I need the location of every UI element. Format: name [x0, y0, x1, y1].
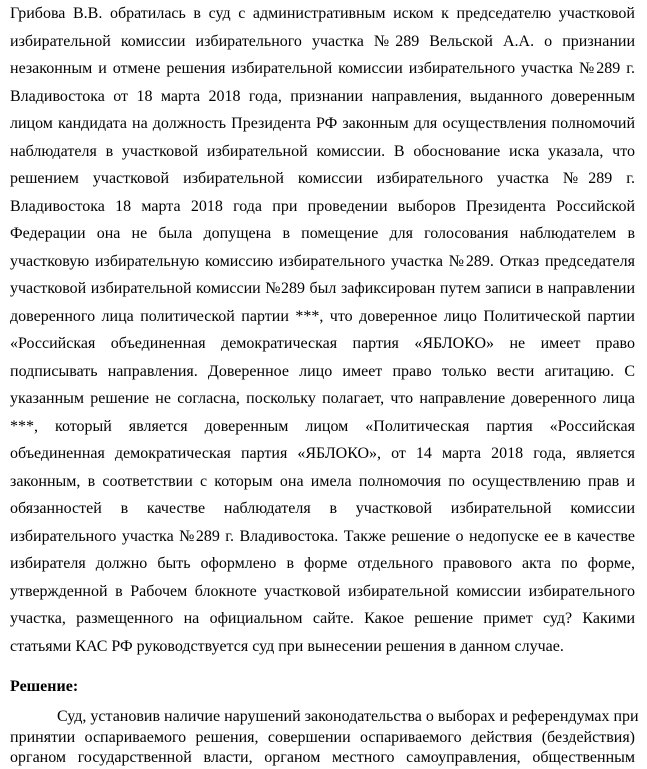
task-text-line: «Российская объединенная демократическая партия «ЯБЛОКО» не имеет право	[10, 335, 635, 352]
task-text-line: Владивостока от 18 марта 2018 года, признании направления, выданного доверенным	[10, 87, 635, 105]
task-text-line: избирательного участка №289 г. Владивостока. Также решение о недопуске ее в качестве	[10, 527, 635, 545]
task-text-line: Владивостока 18 марта 2018 года при проведении выборов Президента Российской	[10, 197, 635, 215]
task-text-line: указанным решение не согласна, поскольку полагает, что направление доверенного лица	[10, 390, 635, 407]
task-text-line: утвержденной в Рабочем блокноте участковой избирательной комиссии избирательного	[10, 582, 635, 600]
task-text-line: избирательной комиссии избирательного участка №289 Вельской А.А. о признании	[10, 32, 635, 50]
solution-text-line: органом государственной власти, органом местного самоуправления, общественным	[10, 749, 635, 766]
solution-text-line: Суд, установив наличие нарушений законодательства о выборах и референдумах при	[57, 708, 639, 725]
task-text-line: лицом кандидата на должность Президента РФ законным для осуществления полномочий	[10, 115, 635, 132]
task-text-line: Грибова В.В. обратилась в суд с административным иском к председателю участковой	[10, 5, 635, 22]
solution-heading: Решение:	[10, 678, 79, 695]
task-text-line: избирателя должно быть оформлено в форме отдельного правового акта по форме,	[10, 555, 635, 572]
task-text-line: обязанностей в качестве наблюдателя в участковой избирательной комиссии	[10, 500, 635, 517]
solution-paragraph	[10, 707, 639, 769]
task-text-line: ***, который является доверенным лицом «Политическая партия «Российская	[10, 417, 635, 435]
task-text-line: Федерации она не была допущена в помещение для голосования наблюдателем в	[10, 225, 635, 242]
task-text-line: незаконным и отмене решения избирательной комиссии избирательного участка №289 г.	[10, 60, 635, 77]
task-text-line: решением участковой избирательной комиссии избирательного участка №289 г.	[10, 170, 635, 187]
task-text-line: участковую избирательную комиссию избирательного участка №289. Отказ председателя	[10, 252, 635, 270]
task-text-line: подписывать направления. Доверенное лицо имеет право только вести агитацию. С	[10, 362, 635, 380]
task-text-line: объединенная демократическая партия «ЯБЛОКО», от 14 марта 2018 года, является	[10, 445, 635, 462]
task-text-line: участковой избирательной комиссии №289 был зафиксирован путем записи в направлении	[10, 280, 635, 297]
task-paragraph	[10, 0, 635, 660]
task-text-line: статьями КАС РФ руководствуется суд при вынесении решения в данном случае.	[10, 637, 564, 655]
task-text-line: законным, в соответствии с которым она имела полномочия по осуществлению прав и	[10, 472, 635, 490]
task-text-line: наблюдателя в участковой избирательной комиссии. В обоснование иска указала, что	[10, 142, 635, 160]
task-text-line: доверенного лица политической партии ***, что доверенное лицо Политической партии	[10, 307, 635, 325]
task-text-line: участка, размещенного на официальном сайте. Какое решение примет суд? Какими	[10, 610, 635, 627]
solution-text-line: принятии оспариваемого решения, совершении оспариваемого действия (бездействия)	[10, 728, 635, 746]
